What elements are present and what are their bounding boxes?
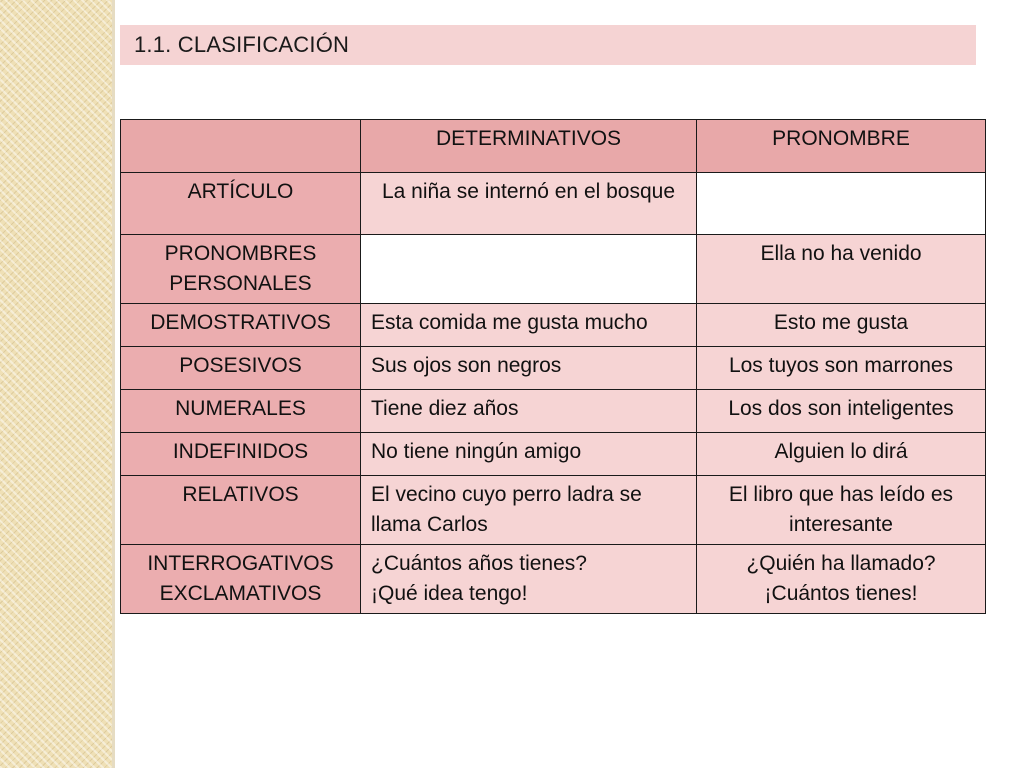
pronombre-example-empty <box>697 173 986 235</box>
example-line: ¡Qué idea tengo! <box>371 582 528 605</box>
example-line: ¡Cuántos tienes! <box>764 582 918 605</box>
row-label-line: EXCLAMATIVOS <box>159 582 322 605</box>
table-row <box>121 545 986 614</box>
example-line: ¿Quién ha llamado? <box>746 552 936 575</box>
side-strip-border <box>112 0 115 768</box>
determinativo-example: La niña se internó en el bosque <box>361 173 697 235</box>
pronombre-example: Ella no ha venido <box>697 235 986 304</box>
row-label: POSESIVOS <box>121 347 361 390</box>
determinativo-example: Tiene diez años <box>361 390 697 433</box>
table-row <box>121 235 986 304</box>
row-label <box>121 545 361 614</box>
row-label-line: INTERROGATIVOS <box>147 552 334 575</box>
pronombre-example: Esto me gusta <box>697 304 986 347</box>
table-row <box>121 304 986 347</box>
determinativo-example: Sus ojos son negros <box>361 347 697 390</box>
table-header-row <box>121 120 986 173</box>
row-label: PRONOMBRES PERSONALES <box>121 235 361 304</box>
determinativo-example: Esta comida me gusta mucho <box>361 304 697 347</box>
slide-title: 1.1. CLASIFICACIÓN <box>134 32 350 57</box>
determinativo-example: No tiene ningún amigo <box>361 433 697 476</box>
classification-table <box>120 119 986 614</box>
pronombre-example: El libro que has leído es interesante <box>697 476 986 545</box>
row-label: RELATIVOS <box>121 476 361 545</box>
example-line: ¿Cuántos años tienes? <box>371 552 587 575</box>
header-cell-pronombre: PRONOMBRE <box>697 120 986 173</box>
row-label: INDEFINIDOS <box>121 433 361 476</box>
header-cell-determinativos: DETERMINATIVOS <box>361 120 697 173</box>
row-label: DEMOSTRATIVOS <box>121 304 361 347</box>
pronombre-example: Los dos son inteligentes <box>697 390 986 433</box>
table-row <box>121 173 986 235</box>
determinativo-example-empty <box>361 235 697 304</box>
title-bar <box>120 25 976 65</box>
decorative-side-strip <box>0 0 112 768</box>
table-row <box>121 347 986 390</box>
table-row <box>121 476 986 545</box>
determinativo-example <box>361 545 697 614</box>
header-cell-empty <box>121 120 361 173</box>
table-row <box>121 433 986 476</box>
determinativo-example: El vecino cuyo perro ladra se llama Carlos <box>361 476 697 545</box>
pronombre-example: Los tuyos son marrones <box>697 347 986 390</box>
row-label: ARTÍCULO <box>121 173 361 235</box>
pronombre-example <box>697 545 986 614</box>
table-row <box>121 390 986 433</box>
row-label: NUMERALES <box>121 390 361 433</box>
pronombre-example: Alguien lo dirá <box>697 433 986 476</box>
